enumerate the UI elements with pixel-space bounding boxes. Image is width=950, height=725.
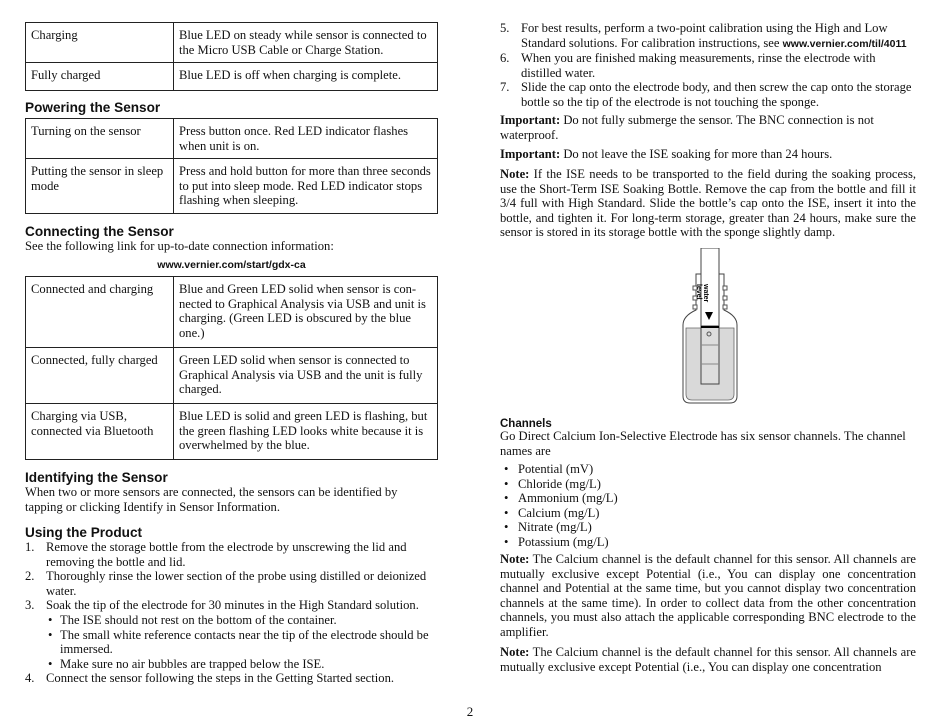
- steps-list: [25, 540, 438, 686]
- paragraph: Go Direct Calcium Ion-Selective Electrode has six sensor channels. The channel names are: [500, 429, 906, 458]
- text: If the ISE needs to be transported to the field during the soaking process, use the Short-Term ISE Soaking Bottle. Remove the cap from the bottle and fill it 3/4 full with High Standard. Slide the bottle’s cap onto the ISE, insert it into the bottle, and tighten it. For long-term storage, greater than 24 hours, make sure the sensor is stored in its storage bottle with the sponge slightly damp.: [500, 167, 916, 240]
- step-number: 4.: [25, 671, 35, 686]
- step-number: 3.: [25, 598, 35, 613]
- steps-list-continued: [500, 21, 916, 110]
- led-status-table: [25, 276, 438, 460]
- cell: Putting the sensor in sleep mode: [26, 159, 174, 214]
- cell: Blue LED is off when charging is complete.: [174, 63, 438, 91]
- table-row: [26, 63, 438, 91]
- paragraph: When two or more sensors are connected, the sensors can be identified by tapping or clicking Identify in Sensor Information.: [25, 485, 398, 514]
- label: Note:: [500, 167, 530, 181]
- step-number: 2.: [25, 569, 35, 584]
- label: Note:: [500, 552, 530, 566]
- step-number: 1.: [25, 540, 35, 554]
- section-heading: Connecting the Sensor: [25, 224, 174, 239]
- channels-list: [500, 462, 916, 550]
- cell: Blue LED is solid and green LED is flashing, but the green flashing LED looks white because it is overwhelmed by the blue.: [174, 404, 438, 460]
- sub-item: • The ISE should not rest on the bottom of the container.: [25, 613, 438, 628]
- cell: Fully charged: [26, 63, 174, 91]
- step-number: 7.: [500, 80, 510, 95]
- table-row: [26, 23, 438, 63]
- list-item: • Chloride (mg/L): [500, 477, 916, 492]
- text: The Calcium channel is the default channel for this sensor. All channels are mutually exclusive except Potential (i.e., You can display one concentration channel and Potential at the same time, but you cannot display two concentration channels at the same time). In order to collect data from the other concentration channels, you must also attach the applicable corresponding BNC electrode to the amplifier.: [500, 552, 916, 639]
- cell: Connected and charging: [26, 277, 174, 348]
- step-text: Slide the cap onto the electrode body, and then screw the cap onto the storage bottle so the tip of the electrode is not touching the sponge.: [521, 80, 912, 109]
- list-item: [500, 80, 916, 109]
- table-row: [26, 159, 438, 214]
- table-row: [26, 119, 438, 159]
- step-text: Soak the tip of the electrode for 30 minutes in the High Standard solution.: [46, 598, 419, 613]
- cell: Blue and Green LED solid when sensor is con-nected to Graphical Analysis via USB and unit is charging. (Green LED is obscured by the blue one.): [174, 277, 438, 348]
- step-number: 6.: [500, 51, 510, 66]
- list-item: [25, 569, 438, 598]
- list-item: [25, 671, 438, 686]
- step-text: Remove the storage bottle from the electrode by unscrewing the lid and removing the bottle and lid.: [46, 540, 407, 569]
- text: The Calcium channel is the default channel for this sensor. All channels are mutually exclusive except Potential (i.e., You can display one concentration: [500, 645, 916, 674]
- cell: Turning on the sensor: [26, 119, 174, 159]
- table-row: [26, 404, 438, 460]
- cell: Press and hold button for more than three seconds to put into sleep mode. Red LED indicator stops flashing when sleeping.: [174, 159, 438, 214]
- step-text: When you are finished making measurements, rinse the electrode with distilled water.: [521, 51, 876, 80]
- step-text: Connect the sensor following the steps in the Getting Started section.: [46, 671, 395, 686]
- list-item: [25, 540, 438, 569]
- important-note: [500, 113, 916, 142]
- section-heading: Identifying the Sensor: [25, 470, 168, 485]
- paragraph: See the following link for up-to-date connection information:: [25, 239, 334, 253]
- cell: Green LED solid when sensor is connected to Graphical Analysis via USB and the unit is fully charged.: [174, 348, 438, 404]
- powering-table: [25, 118, 438, 214]
- list-item: • Potassium (mg/L): [500, 535, 916, 550]
- section-heading: Channels: [500, 418, 552, 430]
- list-item: • Calcium (mg/L): [500, 506, 916, 521]
- step-text: For best results, perform a two-point calibration using the High and Low Standard solutions. For calibration instructions, see: [521, 21, 888, 50]
- note: [500, 167, 916, 240]
- cell: Charging via USB, connected via Bluetooth: [26, 404, 174, 460]
- text: Do not fully submerge the sensor. The BNC connection is not waterproof.: [500, 113, 874, 142]
- table-row: [26, 348, 438, 404]
- cell: Press button once. Red LED indicator flashes when unit is on.: [174, 119, 438, 159]
- soaking-bottle-diagram: [660, 248, 760, 408]
- text: Do not leave the ISE soaking for more than 24 hours.: [560, 147, 833, 161]
- list-item: • Ammonium (mg/L): [500, 491, 916, 506]
- charging-table: [25, 22, 438, 91]
- table-row: [26, 277, 438, 348]
- sub-item: • The small white reference contacts near the tip of the electrode should be immersed.: [25, 628, 438, 657]
- list-item: [25, 598, 438, 613]
- list-item: [500, 51, 916, 80]
- list-item: • Nitrate (mg/L): [500, 520, 916, 535]
- cell: Blue LED on steady while sensor is connected to the Micro USB Cable or Charge Station.: [174, 23, 438, 63]
- list-item: • Potential (mV): [500, 462, 916, 477]
- water-level-label: waterlevel: [695, 284, 709, 303]
- list-item: [500, 21, 916, 51]
- connection-link[interactable]: www.vernier.com/start/gdx-ca: [157, 259, 306, 271]
- step-number: 5.: [500, 21, 510, 35]
- important-note: [500, 147, 916, 162]
- calibration-link[interactable]: www.vernier.com/til/4011: [782, 37, 907, 50]
- page-number: 2: [466, 704, 474, 719]
- label: Important:: [500, 147, 561, 161]
- section-heading: Using the Product: [25, 525, 143, 540]
- step-text: Thoroughly rinse the lower section of the probe using distilled or deionized water.: [46, 569, 427, 598]
- section-heading: Powering the Sensor: [25, 100, 161, 115]
- cell: Connected, fully charged: [26, 348, 174, 404]
- label: Note:: [500, 645, 530, 659]
- cell: Charging: [26, 23, 174, 63]
- label: Important:: [500, 113, 561, 127]
- note: [500, 552, 916, 640]
- sub-item: • Make sure no air bubbles are trapped below the ISE.: [25, 657, 438, 672]
- note: [500, 645, 916, 674]
